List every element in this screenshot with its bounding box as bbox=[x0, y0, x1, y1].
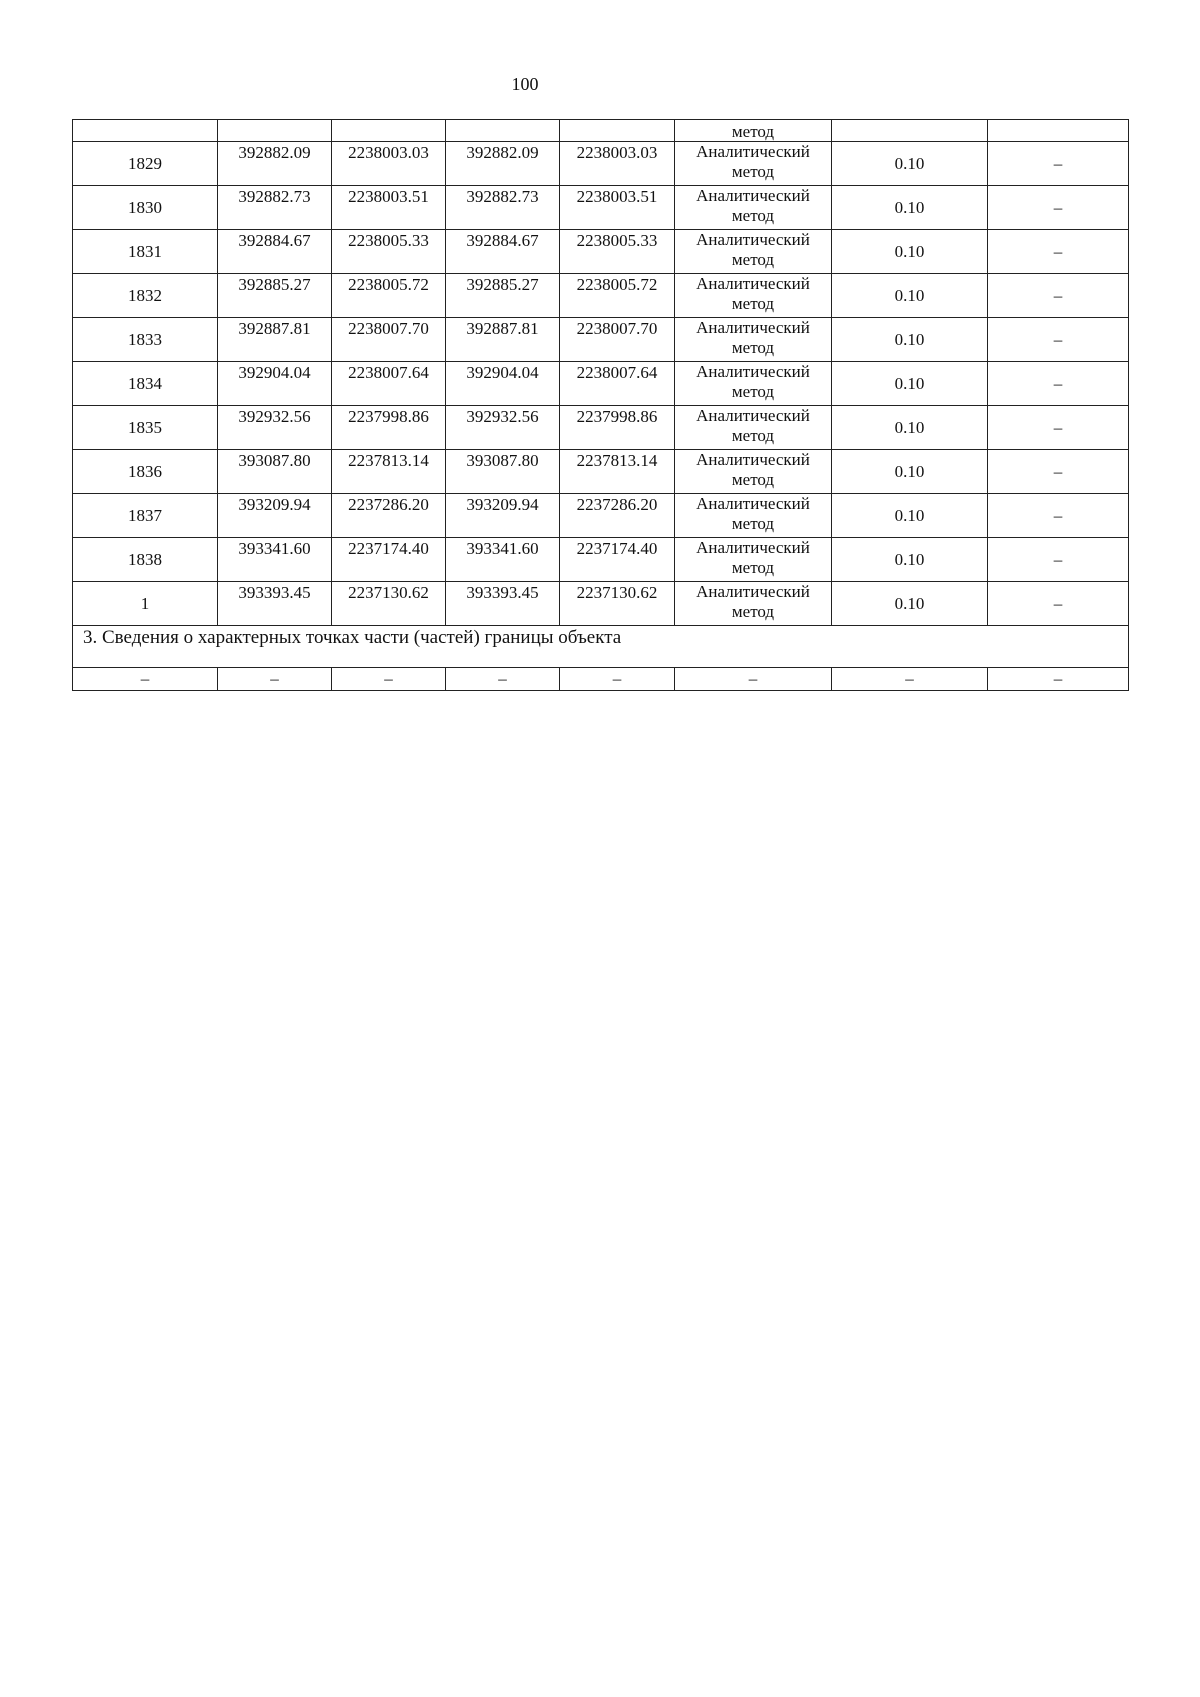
method-line: метод bbox=[731, 382, 775, 401]
cell-x-coordinate: 392882.73 bbox=[218, 186, 332, 230]
cell-x-coordinate: 393087.80 bbox=[218, 450, 332, 494]
method-line: Аналитический bbox=[696, 230, 810, 249]
cell-note: – bbox=[988, 450, 1129, 494]
cell-dash: – bbox=[675, 668, 832, 691]
cell-method bbox=[675, 450, 832, 494]
cell-x-coordinate: 393341.60 bbox=[446, 538, 560, 582]
cell-y-coordinate: 2238007.64 bbox=[560, 362, 675, 406]
cell-x-coordinate: 392884.67 bbox=[446, 230, 560, 274]
cell-y-coordinate: 2238003.51 bbox=[332, 186, 446, 230]
cell-x-coordinate: 393087.80 bbox=[446, 450, 560, 494]
table-row bbox=[73, 186, 1129, 230]
cell-x-coordinate: 393393.45 bbox=[446, 582, 560, 626]
cell-note: – bbox=[988, 406, 1129, 450]
method-line: Аналитический bbox=[696, 494, 810, 513]
cell-note: – bbox=[988, 538, 1129, 582]
table-row bbox=[73, 142, 1129, 186]
cell-accuracy: 0.10 bbox=[832, 318, 988, 362]
method-line: метод bbox=[731, 294, 775, 313]
cell-point-number: 1835 bbox=[73, 406, 218, 450]
method-line: метод bbox=[731, 470, 775, 489]
table-row bbox=[73, 318, 1129, 362]
cell-x-coordinate: 393209.94 bbox=[446, 494, 560, 538]
cell-point-number: 1830 bbox=[73, 186, 218, 230]
cell-accuracy: 0.10 bbox=[832, 494, 988, 538]
cell-y-coordinate: 2237286.20 bbox=[560, 494, 675, 538]
cell-y-coordinate: 2237286.20 bbox=[332, 494, 446, 538]
method-line: метод bbox=[731, 426, 775, 445]
cell-note: – bbox=[988, 582, 1129, 626]
table-row bbox=[73, 450, 1129, 494]
cell-dash: – bbox=[73, 668, 218, 691]
cell-method bbox=[675, 582, 832, 626]
method-line: метод bbox=[731, 602, 775, 621]
cell-y-coordinate: 2238005.72 bbox=[560, 274, 675, 318]
cell-dash: – bbox=[218, 668, 332, 691]
cell-x-coordinate: 392882.09 bbox=[218, 142, 332, 186]
table-row bbox=[73, 406, 1129, 450]
method-line: метод bbox=[731, 250, 775, 269]
cell-x-coordinate: 392882.09 bbox=[446, 142, 560, 186]
cell-x-coordinate: 392887.81 bbox=[218, 318, 332, 362]
cell-x-coordinate: 392882.73 bbox=[446, 186, 560, 230]
empty-data-row bbox=[73, 668, 1129, 691]
cell-dash: – bbox=[832, 668, 988, 691]
method-line: Аналитический bbox=[696, 406, 810, 425]
cell-method bbox=[675, 494, 832, 538]
continuation-row bbox=[73, 120, 1129, 142]
cell-note: – bbox=[988, 494, 1129, 538]
cell-y-coordinate: 2237130.62 bbox=[560, 582, 675, 626]
cell-empty bbox=[218, 120, 332, 142]
cell-note: – bbox=[988, 318, 1129, 362]
cell-point-number: 1 bbox=[73, 582, 218, 626]
cell-y-coordinate: 2238007.64 bbox=[332, 362, 446, 406]
method-line: Аналитический bbox=[696, 582, 810, 601]
cell-x-coordinate: 392932.56 bbox=[446, 406, 560, 450]
cell-dash: – bbox=[560, 668, 675, 691]
cell-point-number: 1837 bbox=[73, 494, 218, 538]
table-row bbox=[73, 274, 1129, 318]
cell-accuracy: 0.10 bbox=[832, 142, 988, 186]
cell-note: – bbox=[988, 230, 1129, 274]
cell-empty bbox=[446, 120, 560, 142]
cell-y-coordinate: 2238005.72 bbox=[332, 274, 446, 318]
cell-point-number: 1829 bbox=[73, 142, 218, 186]
cell-y-coordinate: 2237174.40 bbox=[332, 538, 446, 582]
table-row bbox=[73, 582, 1129, 626]
method-line: метод bbox=[731, 338, 775, 357]
cell-method bbox=[675, 230, 832, 274]
table-row bbox=[73, 538, 1129, 582]
cell-method bbox=[675, 318, 832, 362]
cell-accuracy: 0.10 bbox=[832, 538, 988, 582]
cell-y-coordinate: 2238007.70 bbox=[560, 318, 675, 362]
cell-method bbox=[675, 538, 832, 582]
cell-y-coordinate: 2237813.14 bbox=[332, 450, 446, 494]
cell-y-coordinate: 2238007.70 bbox=[332, 318, 446, 362]
table-row bbox=[73, 230, 1129, 274]
cell-accuracy: 0.10 bbox=[832, 186, 988, 230]
method-line: Аналитический bbox=[696, 450, 810, 469]
table-body bbox=[73, 120, 1129, 691]
cell-method bbox=[675, 274, 832, 318]
cell-y-coordinate: 2238003.03 bbox=[560, 142, 675, 186]
cell-accuracy: 0.10 bbox=[832, 274, 988, 318]
cell-x-coordinate: 392885.27 bbox=[218, 274, 332, 318]
cell-y-coordinate: 2237130.62 bbox=[332, 582, 446, 626]
cell-point-number: 1833 bbox=[73, 318, 218, 362]
cell-accuracy: 0.10 bbox=[832, 406, 988, 450]
method-line: метод bbox=[731, 162, 775, 181]
cell-note: – bbox=[988, 274, 1129, 318]
cell-empty bbox=[332, 120, 446, 142]
cell-empty bbox=[73, 120, 218, 142]
cell-empty bbox=[988, 120, 1129, 142]
cell-accuracy: 0.10 bbox=[832, 230, 988, 274]
section-title: 3. Сведения о характерных точках части (частей) границы объекта bbox=[73, 626, 1129, 668]
cell-note: – bbox=[988, 186, 1129, 230]
cell-empty bbox=[832, 120, 988, 142]
method-line: Аналитический bbox=[696, 362, 810, 381]
cell-accuracy: 0.10 bbox=[832, 582, 988, 626]
cell-x-coordinate: 392904.04 bbox=[218, 362, 332, 406]
method-line: метод bbox=[731, 558, 775, 577]
table-row bbox=[73, 494, 1129, 538]
cell-x-coordinate: 393209.94 bbox=[218, 494, 332, 538]
cell-y-coordinate: 2238003.51 bbox=[560, 186, 675, 230]
cell-accuracy: 0.10 bbox=[832, 450, 988, 494]
method-line: Аналитический bbox=[696, 186, 810, 205]
cell-x-coordinate: 392887.81 bbox=[446, 318, 560, 362]
method-line: метод bbox=[731, 514, 775, 533]
cell-dash: – bbox=[332, 668, 446, 691]
table-row bbox=[73, 362, 1129, 406]
cell-point-number: 1836 bbox=[73, 450, 218, 494]
cell-x-coordinate: 392885.27 bbox=[446, 274, 560, 318]
method-line: Аналитический bbox=[696, 538, 810, 557]
cell-y-coordinate: 2238003.03 bbox=[332, 142, 446, 186]
section-title-row bbox=[73, 626, 1129, 668]
cell-dash: – bbox=[988, 668, 1129, 691]
cell-x-coordinate: 392932.56 bbox=[218, 406, 332, 450]
cell-empty bbox=[560, 120, 675, 142]
cell-y-coordinate: 2237813.14 bbox=[560, 450, 675, 494]
cell-method bbox=[675, 186, 832, 230]
page-number: 100 bbox=[511, 74, 539, 94]
cell-point-number: 1838 bbox=[73, 538, 218, 582]
cell-y-coordinate: 2237998.86 bbox=[332, 406, 446, 450]
cell-x-coordinate: 393393.45 bbox=[218, 582, 332, 626]
cell-method bbox=[675, 406, 832, 450]
cell-point-number: 1832 bbox=[73, 274, 218, 318]
cell-y-coordinate: 2238005.33 bbox=[560, 230, 675, 274]
method-line: Аналитический bbox=[696, 142, 810, 161]
cell-method bbox=[675, 362, 832, 406]
cell-x-coordinate: 392884.67 bbox=[218, 230, 332, 274]
cell-point-number: 1831 bbox=[73, 230, 218, 274]
cell-x-coordinate: 393341.60 bbox=[218, 538, 332, 582]
cell-method bbox=[675, 142, 832, 186]
cell-dash: – bbox=[446, 668, 560, 691]
cell-x-coordinate: 392904.04 bbox=[446, 362, 560, 406]
cell-point-number: 1834 bbox=[73, 362, 218, 406]
cell-note: – bbox=[988, 362, 1129, 406]
cell-accuracy: 0.10 bbox=[832, 362, 988, 406]
method-line: Аналитический bbox=[696, 274, 810, 293]
method-line: метод bbox=[731, 206, 775, 225]
cell-method-continuation: метод bbox=[675, 120, 832, 142]
coordinates-table bbox=[72, 119, 1129, 691]
cell-note: – bbox=[988, 142, 1129, 186]
cell-y-coordinate: 2238005.33 bbox=[332, 230, 446, 274]
cell-y-coordinate: 2237998.86 bbox=[560, 406, 675, 450]
cell-y-coordinate: 2237174.40 bbox=[560, 538, 675, 582]
method-line: Аналитический bbox=[696, 318, 810, 337]
